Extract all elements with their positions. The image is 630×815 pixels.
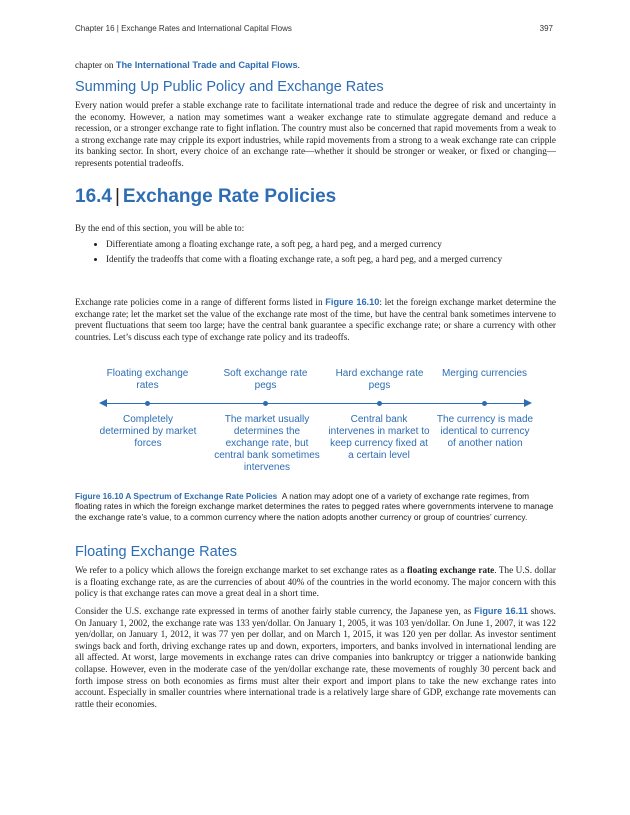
chapter-title: Chapter 16 | Exchange Rates and International Capital Flows	[75, 24, 292, 33]
spectrum-axis	[103, 403, 528, 404]
caption-text: A nation may adopt one of a variety of exchange rate regimes, from floating rates in which the foreign exchange market determines the rates to pegged rates where governments intervene to manage the exchange rate’s value, to a common currency where the nation adopts another currency or group of countries’ currency.	[75, 491, 554, 522]
caption-label: Figure 16.10 A Spectrum of Exchange Rate Policies	[75, 491, 278, 501]
label-floating: Floating exchange rates	[106, 368, 189, 391]
section-title	[75, 186, 336, 208]
floating-p2-end: shows. On January 1, 2002, the exchange rate was 133 yen/dollar. On January 1, 2005, it was 103 yen/dollar. On June 1, 2007, it was 122 yen/dollar, on January 1, 2012, it was 77 yen per dollar, and on March 1, 2015, it was 120 yen per dollar. As investor sentiment swings back and forth, driving exchange rates up and down, exporters, importers, and banks involved in international lending are all affected. At worst, large movements in exchange rates can drive companies into bankruptcy or trigger a nationwide banking collapse. However, even in the moderate case of the yen/dollar exchange rate, these movements of roughly 30 percent back and forth impose stress on both economies as firms must alter their export and import plans to take the new exchange rates into account. Especially in smaller countries where international trade is a relatively large share of GDP, exchange rate movements can rattle their economies.	[75, 606, 556, 709]
page-number: 397	[539, 24, 553, 33]
desc-hard-peg: Central bank intervenes in market to keep currency fixed at a certain level	[328, 414, 430, 461]
spectrum-marker	[145, 401, 150, 406]
intro-text: chapter on	[75, 60, 116, 70]
figure-caption	[75, 491, 556, 522]
desc-merging: The currency is made identical to currency of another nation	[436, 414, 534, 449]
floating-paragraph-2	[75, 606, 556, 710]
list-item: • Differentiate among a floating exchange rate, a soft peg, a hard peg, and a merged currency	[106, 238, 536, 250]
summing-up-heading: Summing Up Public Policy and Exchange Rates	[75, 79, 384, 95]
floating-heading: Floating Exchange Rates	[75, 544, 238, 560]
policies-text-start: Exchange rate policies come in a range of different forms listed in	[75, 297, 326, 307]
objectives-list	[92, 238, 536, 268]
right-arrowhead	[524, 399, 532, 407]
exchange-rate-spectrum-figure	[95, 368, 535, 488]
floating-p2-start: Consider the U.S. exchange rate expressed in terms of another fairly stable currency, the Japanese yen, as	[75, 606, 475, 616]
label-soft-peg: Soft exchange rate pegs	[223, 368, 308, 391]
label-hard-peg: Hard exchange rate pegs	[335, 368, 424, 391]
section-number: 16.4	[75, 186, 112, 207]
desc-floating: Completely determined by market forces	[99, 414, 197, 449]
spectrum-marker	[482, 401, 487, 406]
spectrum-marker	[263, 401, 268, 406]
intro-end: .	[297, 60, 300, 70]
intro-line	[75, 60, 556, 72]
floating-p1-end: . The U.S. dollar is a floating exchange rate, as are the currencies of about 40% of the countries in the world economy. The major concern with this policy is that exchange rates can move a great deal in a short time.	[75, 565, 556, 599]
figure-16-11-link[interactable]: Figure 16.11	[474, 606, 528, 616]
section-separator: |	[114, 186, 120, 207]
running-header	[75, 24, 555, 33]
key-term: floating exchange rate	[407, 565, 495, 575]
figure-16-10-link[interactable]: Figure 16.10	[325, 297, 380, 307]
summing-up-paragraph: Every nation would prefer a stable exchange rate to facilitate international trade and reduce the degree of risk and uncertainty in the economy. However, a nation may sometimes want a weaker exchange rate to stimulate aggregate demand and reduce a recession, or a stronger exchange rate to fight inflation. The country must also be concerned that rapid movements from a weak to a strong exchange rate may cripple its export industries, while rapid movements from a strong to a weak exchange rate can cripple its banking sector. In short, every choice of an exchange rate—whether it should be stronger or weaker, or fixed or changing—represents potential tradeoffs.	[75, 100, 556, 168]
policies-text-end: : let the foreign exchange market determine the exchange rate; let the market set the value of the exchange rate most of the time, but have the central bank sometimes intervene to prevent fluctuations that seem too large; have the central bank guarantee a specific exchange rate; or share a currency with other countries. Let’s discuss each type of exchange rate policy and its tradeoffs.	[75, 297, 556, 342]
objectives-intro: By the end of this section, you will be able to:	[75, 223, 245, 233]
spectrum-marker	[377, 401, 382, 406]
desc-soft-peg: The market usually determines the exchange rate, but central bank sometimes intervenes	[214, 414, 320, 473]
section-title-text: Exchange Rate Policies	[122, 186, 337, 207]
list-item: • Identify the tradeoffs that come with a floating exchange rate, a soft peg, a hard peg, and a merged currency	[106, 253, 536, 265]
floating-paragraph-1	[75, 565, 556, 600]
chapter-link[interactable]: The International Trade and Capital Flows	[115, 60, 298, 70]
floating-p1-start: We refer to a policy which allows the foreign exchange market to set exchange rates as a	[75, 565, 407, 575]
policies-paragraph	[75, 297, 556, 343]
label-merging: Merging currencies	[441, 368, 528, 379]
